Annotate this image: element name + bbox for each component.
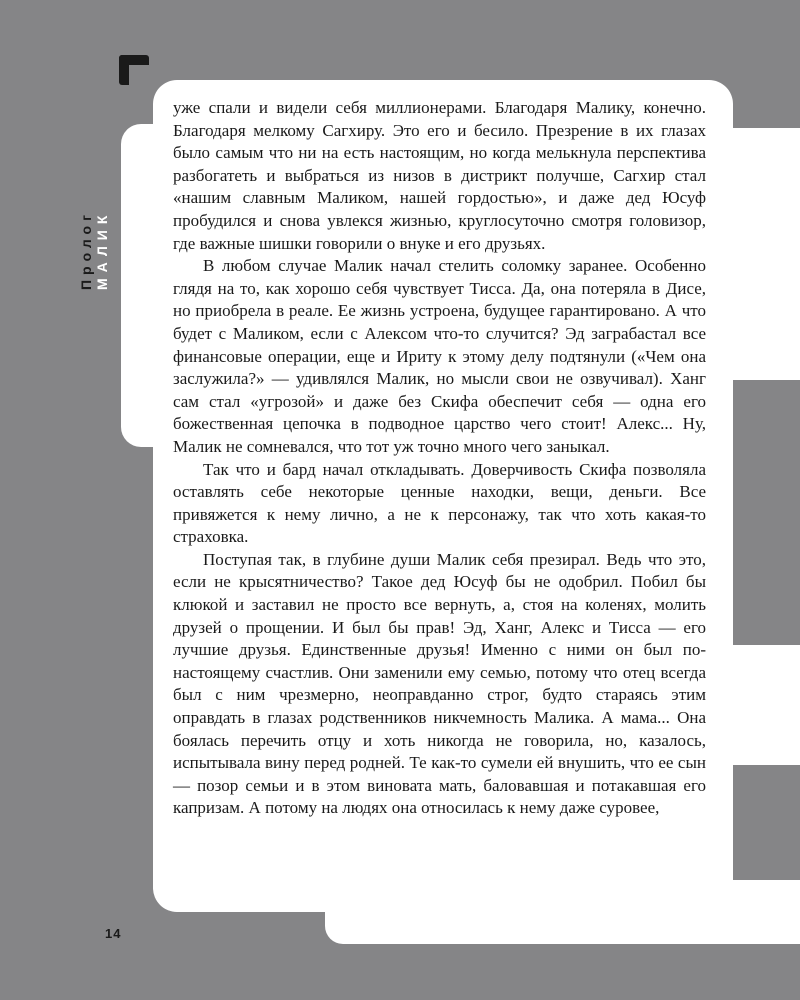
body-text xyxy=(173,97,706,820)
page-number: 14 xyxy=(105,926,122,941)
chapter-label: Пролог xyxy=(78,210,94,290)
paragraph: Поступая так, в глубине души Малик себя презирал. Ведь что это, если не крысятничество? Такое дед Юсуф бы не одобрил. Побил бы клюкой и заставил не просто все вернуть, а, стоя на коленях, молить друзей о прощении. И был бы прав! Эд, Ханг, Алекс и Тисса — его лучшие друзья. Единственные друзья! Именно с ними он был по-настоящему счастлив. Они заменили ему семью, потому что отец всегда был с ним чрезмерно, неоправданно строг, будто стараясь этим оправдать в глазах родственников никчемность Малика. А мама... Она боялась перечить отцу и хоть никогда не говорила, но, казалось, испытывала вину перед родней. Те как-то сумели ей внушить, что ее сын — позор семьи и в этом виновата мать, баловавшая и потакавшая его капризам. А потому на людях она относилась к нему даже суровее, xyxy=(173,549,706,818)
character-label: МАЛИК xyxy=(94,209,110,290)
paragraph: Так что и бард начал откладывать. Доверчивость Скифа позволяла оставлять себе некоторые ценные находки, вещи, деньги. Все привяжется к нему лично, а не к персонажу, так что хоть какая-то страховка. xyxy=(173,459,706,547)
paragraph: В любом случае Малик начал стелить соломку заранее. Особенно глядя на то, как хорошо себя чувствует Тисса. Да, она потеряла в Дисе, но приобрела в реале. Ее жизнь устроена, будущее гарантировано. А что будет с Маликом, если с Алексом что-то случится? Эд заграбастал все финансовые операции, еще и Ириту к этому делу подтянули («Чем она заслужила?» — удивлялся Малик, но мысли свои не озвучивал). Ханг сам стал «угрозой» и даже без Скифа обеспечит себя — одна его божественная цепочка в подводное царство чего стоит! Алекс... Ну, Малик не сомневался, что тот уж точно много чего заныкал. xyxy=(173,256,706,456)
paragraph: уже спали и видели себя миллионерами. Благодаря Малику, конечно. Благодаря мелкому Сагхиру. Это его и бесило. Презрение в их глазах было самым что ни на есть настоящим, но когда мелькнула перспектива разбогатеть и выбраться из низов в дистрикт получше, Сагхир стал «нашим славным Маликом, нашей гордостью», и даже дед Юсуф пробудился и снова увлекся жизнью, круглосуточно смотря головизор, где важные шишки говорили о внуке и его друзьях. xyxy=(173,98,706,253)
corner-mark xyxy=(119,55,149,85)
